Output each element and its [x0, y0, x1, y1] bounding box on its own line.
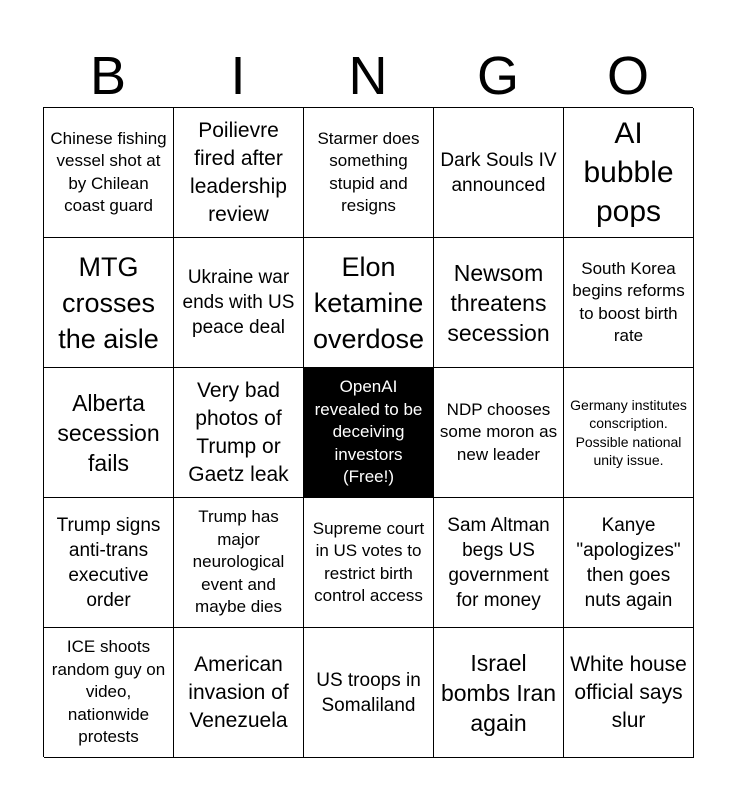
- cell-text: US troops in Somaliland: [316, 669, 421, 716]
- bingo-cell-2[interactable]: [174, 108, 304, 238]
- header-letter-i: I: [230, 46, 246, 106]
- cell-text: Israel bombs Iran again: [440, 649, 557, 736]
- header-letter-n: N: [348, 46, 388, 106]
- header-letter-o: O: [606, 46, 649, 106]
- cell-text: NDP chooses some moron as new leader: [439, 399, 558, 464]
- cell-text: MTG crosses the aisle: [58, 251, 159, 354]
- cell-text: Sam Altman begs US government for money: [447, 514, 550, 611]
- bingo-cell-20[interactable]: [564, 498, 694, 628]
- bingo-cell-14[interactable]: [434, 368, 564, 498]
- cell-text: Starmer does something stupid and resigns: [317, 128, 420, 215]
- header-letter-g: G: [476, 46, 519, 106]
- bingo-cell-1[interactable]: [44, 108, 174, 238]
- bingo-cell-24[interactable]: [434, 628, 564, 758]
- bingo-cell-19[interactable]: [434, 498, 564, 628]
- cell-text: Elon ketamine overdose: [312, 251, 425, 354]
- bingo-cell-7[interactable]: [174, 238, 304, 368]
- bingo-cell-18[interactable]: [304, 498, 434, 628]
- bingo-cell-21[interactable]: [44, 628, 174, 758]
- cell-text: Supreme court in US votes to restrict birth control access: [312, 518, 425, 605]
- bingo-cell-free[interactable]: [304, 368, 434, 498]
- cell-text: OpenAI revealed to be deceiving investors (Free!): [314, 377, 423, 487]
- bingo-cell-4[interactable]: [434, 108, 564, 238]
- cell-text: Ukraine war ends with US peace deal: [182, 267, 295, 338]
- bingo-cell-10[interactable]: [564, 238, 694, 368]
- bingo-cell-8[interactable]: [304, 238, 434, 368]
- cell-text: ICE shoots random guy on video, nationwide protests: [51, 637, 166, 747]
- bingo-cell-11[interactable]: [44, 368, 174, 498]
- bingo-cell-6[interactable]: [44, 238, 174, 368]
- cell-text: Germany institutes conscription. Possible national unity issue.: [570, 396, 687, 468]
- cell-text: White house official says slur: [570, 652, 687, 732]
- bingo-cell-15[interactable]: [564, 368, 694, 498]
- cell-text: American invasion of Venezuela: [188, 652, 289, 732]
- cell-text: Trump has major neurological event and maybe dies: [192, 507, 285, 617]
- bingo-cell-23[interactable]: [304, 628, 434, 758]
- cell-text: Newsom threatens secession: [447, 259, 550, 346]
- cell-text: Trump signs anti-trans executive order: [56, 514, 161, 611]
- bingo-cell-12[interactable]: [174, 368, 304, 498]
- cell-text: Very bad photos of Trump or Gaetz leak: [188, 378, 289, 486]
- bingo-cell-3[interactable]: [304, 108, 434, 238]
- bingo-board: [43, 107, 693, 757]
- bingo-cell-22[interactable]: [174, 628, 304, 758]
- bingo-cell-16[interactable]: [44, 498, 174, 628]
- bingo-cell-17[interactable]: [174, 498, 304, 628]
- cell-text: Alberta secession fails: [57, 389, 160, 476]
- bingo-cell-5[interactable]: [564, 108, 694, 238]
- cell-text: South Korea begins reforms to boost birth rate: [572, 258, 685, 345]
- header-letter-b: B: [89, 46, 127, 106]
- cell-text: Chinese fishing vessel shot at by Chilean coast guard: [50, 128, 167, 215]
- cell-text: AI bubble pops: [583, 117, 674, 228]
- bingo-cell-9[interactable]: [434, 238, 564, 368]
- cell-text: Kanye "apologizes" then goes nuts again: [576, 514, 681, 611]
- cell-text: Dark Souls IV announced: [440, 149, 557, 196]
- bingo-cell-25[interactable]: [564, 628, 694, 758]
- cell-text: Poilievre fired after leadership review: [190, 118, 287, 226]
- bingo-header: [43, 44, 693, 108]
